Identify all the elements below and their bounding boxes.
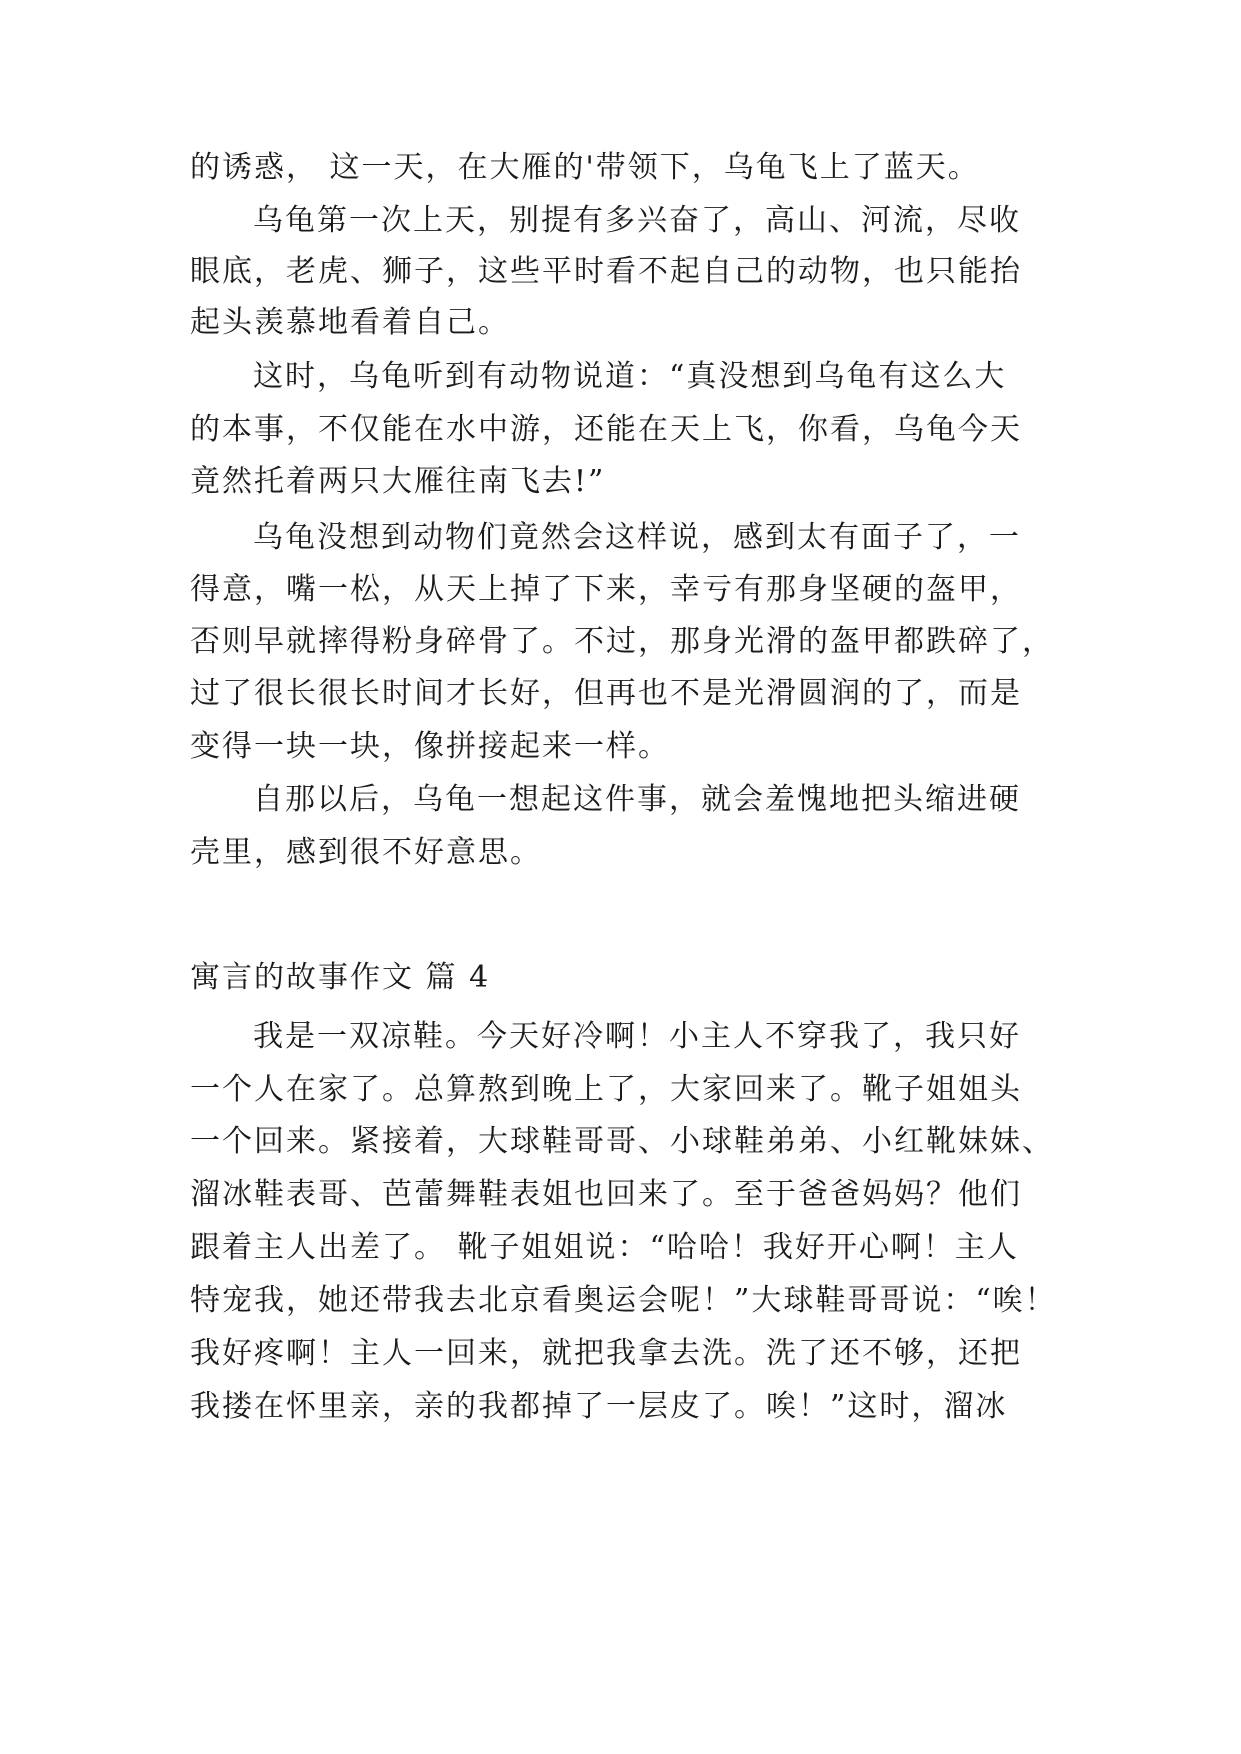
paragraph-line: 得意，嘴一松，从天上掉了下来，幸亏有那身坚硬的盔甲， — [190, 572, 1022, 607]
paragraph-line: 乌龟第一次上天，别提有多兴奋了，高山、河流，尽收 — [253, 203, 1021, 238]
paragraph-line: 跟着主人出差了。 靴子姐姐说：“哈哈！我好开心啊！主人 — [190, 1230, 1019, 1265]
paragraph-line: 否则早就摔得粉身碎骨了。不过，那身光滑的盔甲都跌碎了， — [190, 624, 1054, 659]
paragraph-line: 起头羡慕地看着自己。 — [190, 305, 510, 340]
paragraph-line: 我好疼啊！主人一回来，就把我拿去洗。洗了还不够，还把 — [190, 1336, 1022, 1371]
paragraph-line: 这时，乌龟听到有动物说道：“真没想到乌龟有这么大 — [253, 359, 1007, 394]
paragraph-line: 的诱惑， 这一天，在大雁的'带领下，乌龟飞上了蓝天。 — [190, 150, 980, 185]
paragraph-line: 自那以后，乌龟一想起这件事，就会羞愧地把头缩进硬 — [253, 782, 1021, 817]
paragraph-line: 一个人在家了。总算熬到晚上了，大家回来了。靴子姐姐头 — [190, 1072, 1022, 1107]
paragraph-line: 我是一双凉鞋。今天好冷啊！小主人不穿我了，我只好 — [253, 1019, 1021, 1054]
paragraph-line: 我搂在怀里亲，亲的我都掉了一层皮了。唉！”这时，溜冰 — [190, 1389, 1008, 1424]
paragraph-line: 壳里，感到很不好意思。 — [190, 835, 542, 870]
paragraph-line: 特宠我，她还带我去北京看奥运会呢！”大球鞋哥哥说：“唉！ — [190, 1283, 1057, 1318]
paragraph-line: 竟然托着两只大雁往南飞去!” — [190, 464, 606, 499]
section-heading: 寓言的故事作文 篇 4 — [190, 960, 491, 995]
paragraph-line: 变得一块一块，像拼接起来一样。 — [190, 729, 670, 764]
paragraph-line: 眼底，老虎、狮子，这些平时看不起自己的动物，也只能抬 — [190, 254, 1022, 289]
paragraph-line: 一个回来。紧接着，大球鞋哥哥、小球鞋弟弟、小红靴妹妹、 — [190, 1124, 1054, 1159]
paragraph-line: 溜冰鞋表哥、芭蕾舞鞋表姐也回来了。至于爸爸妈妈？他们 — [190, 1177, 1022, 1212]
paragraph-line: 的本事，不仅能在水中游，还能在天上飞，你看，乌龟今天 — [190, 412, 1022, 447]
paragraph-line: 乌龟没想到动物们竟然会这样说，感到太有面子了，一 — [253, 520, 1021, 555]
paragraph-line: 过了很长很长时间才长好，但再也不是光滑圆润的了，而是 — [190, 676, 1022, 711]
